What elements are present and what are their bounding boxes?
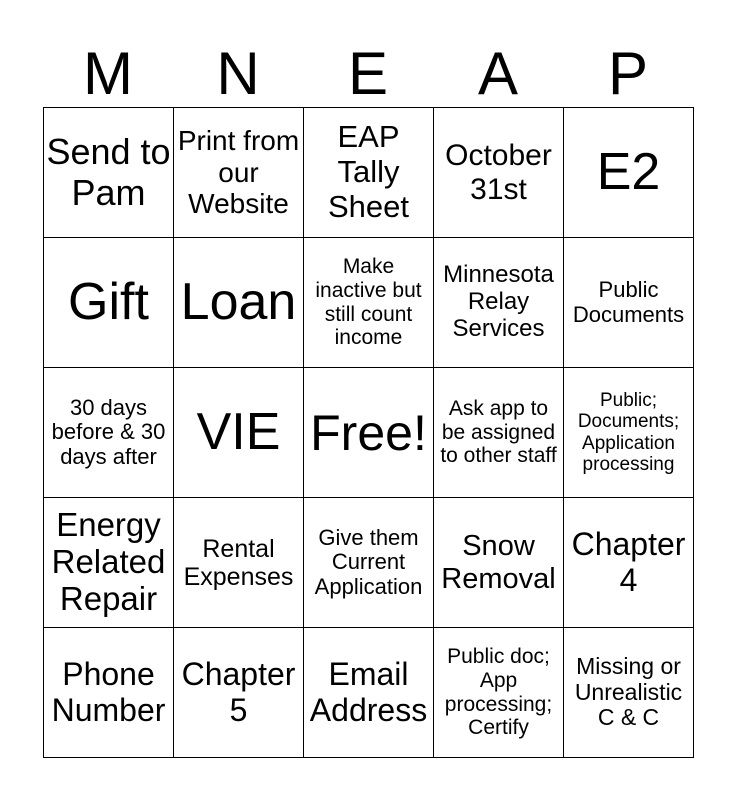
cell-text: Email Address (309, 655, 428, 728)
cell-text: Give them Current Application (314, 524, 423, 599)
cell-text: Free! (310, 404, 427, 461)
bingo-cell[interactable] (44, 108, 174, 238)
grid-row (44, 108, 694, 238)
header-letter-4: A (477, 40, 519, 107)
bingo-cell[interactable] (434, 498, 564, 628)
cell-text: Snow Removal (441, 530, 556, 595)
bingo-cell[interactable] (304, 368, 434, 498)
cell-text: VIE (196, 403, 281, 462)
cell-text: Chapter 5 (181, 655, 296, 728)
grid-row (44, 628, 694, 758)
grid-row (44, 368, 694, 498)
cell-text: Print from our Website (177, 125, 300, 220)
bingo-grid (43, 107, 694, 758)
bingo-cell[interactable] (564, 498, 694, 628)
bingo-cell[interactable] (564, 108, 694, 238)
bingo-cell[interactable] (304, 238, 434, 368)
bingo-cell[interactable] (304, 628, 434, 758)
cell-text: Phone Number (51, 655, 166, 728)
bingo-cell[interactable] (434, 108, 564, 238)
cell-text: 30 days before & 30 days after (51, 394, 166, 469)
bingo-cell[interactable] (304, 498, 434, 628)
header-letter-1: M (83, 40, 133, 107)
cell-text: Gift (68, 273, 149, 332)
cell-text: Energy Related Repair (51, 506, 166, 617)
grid-row (44, 238, 694, 368)
cell-text: Send to Pam (46, 131, 171, 213)
cell-text: Missing or Unrealistic C & C (574, 652, 683, 731)
bingo-cell[interactable] (174, 238, 304, 368)
bingo-cell[interactable] (174, 108, 304, 238)
cell-text: Public doc; App processing; Certify (444, 645, 553, 740)
bingo-cell[interactable] (564, 238, 694, 368)
bingo-cell[interactable] (44, 238, 174, 368)
cell-text: Rental Expenses (183, 534, 294, 591)
bingo-cell[interactable] (564, 628, 694, 758)
bingo-cell[interactable] (434, 628, 564, 758)
bingo-cell[interactable] (44, 368, 174, 498)
bingo-cell[interactable] (174, 628, 304, 758)
cell-text: E2 (596, 143, 661, 202)
header-letter-3: E (347, 40, 389, 107)
cell-text: Public Documents (572, 276, 685, 327)
header-letter-5: P (607, 40, 649, 107)
cell-text: Chapter 4 (571, 525, 686, 598)
bingo-cell[interactable] (564, 368, 694, 498)
bingo-cell[interactable] (434, 238, 564, 368)
cell-text: Loan (180, 273, 297, 332)
cell-text: Public; Documents; Application processing (577, 389, 680, 475)
cell-text: Minnesota Relay Services (443, 261, 554, 342)
bingo-cell[interactable] (434, 368, 564, 498)
cell-text: EAP Tally Sheet (327, 119, 409, 224)
bingo-cell[interactable] (174, 368, 304, 498)
bingo-cell[interactable] (44, 498, 174, 628)
cell-text: Make inactive but still count income (315, 255, 422, 350)
header-letter-2: N (216, 40, 260, 107)
cell-text: Ask app to be assigned to other staff (440, 397, 557, 468)
bingo-cell[interactable] (304, 108, 434, 238)
cell-text: October 31st (445, 138, 552, 206)
bingo-cell[interactable] (174, 498, 304, 628)
bingo-cell[interactable] (44, 628, 174, 758)
grid-row (44, 498, 694, 628)
bingo-header (43, 40, 693, 108)
